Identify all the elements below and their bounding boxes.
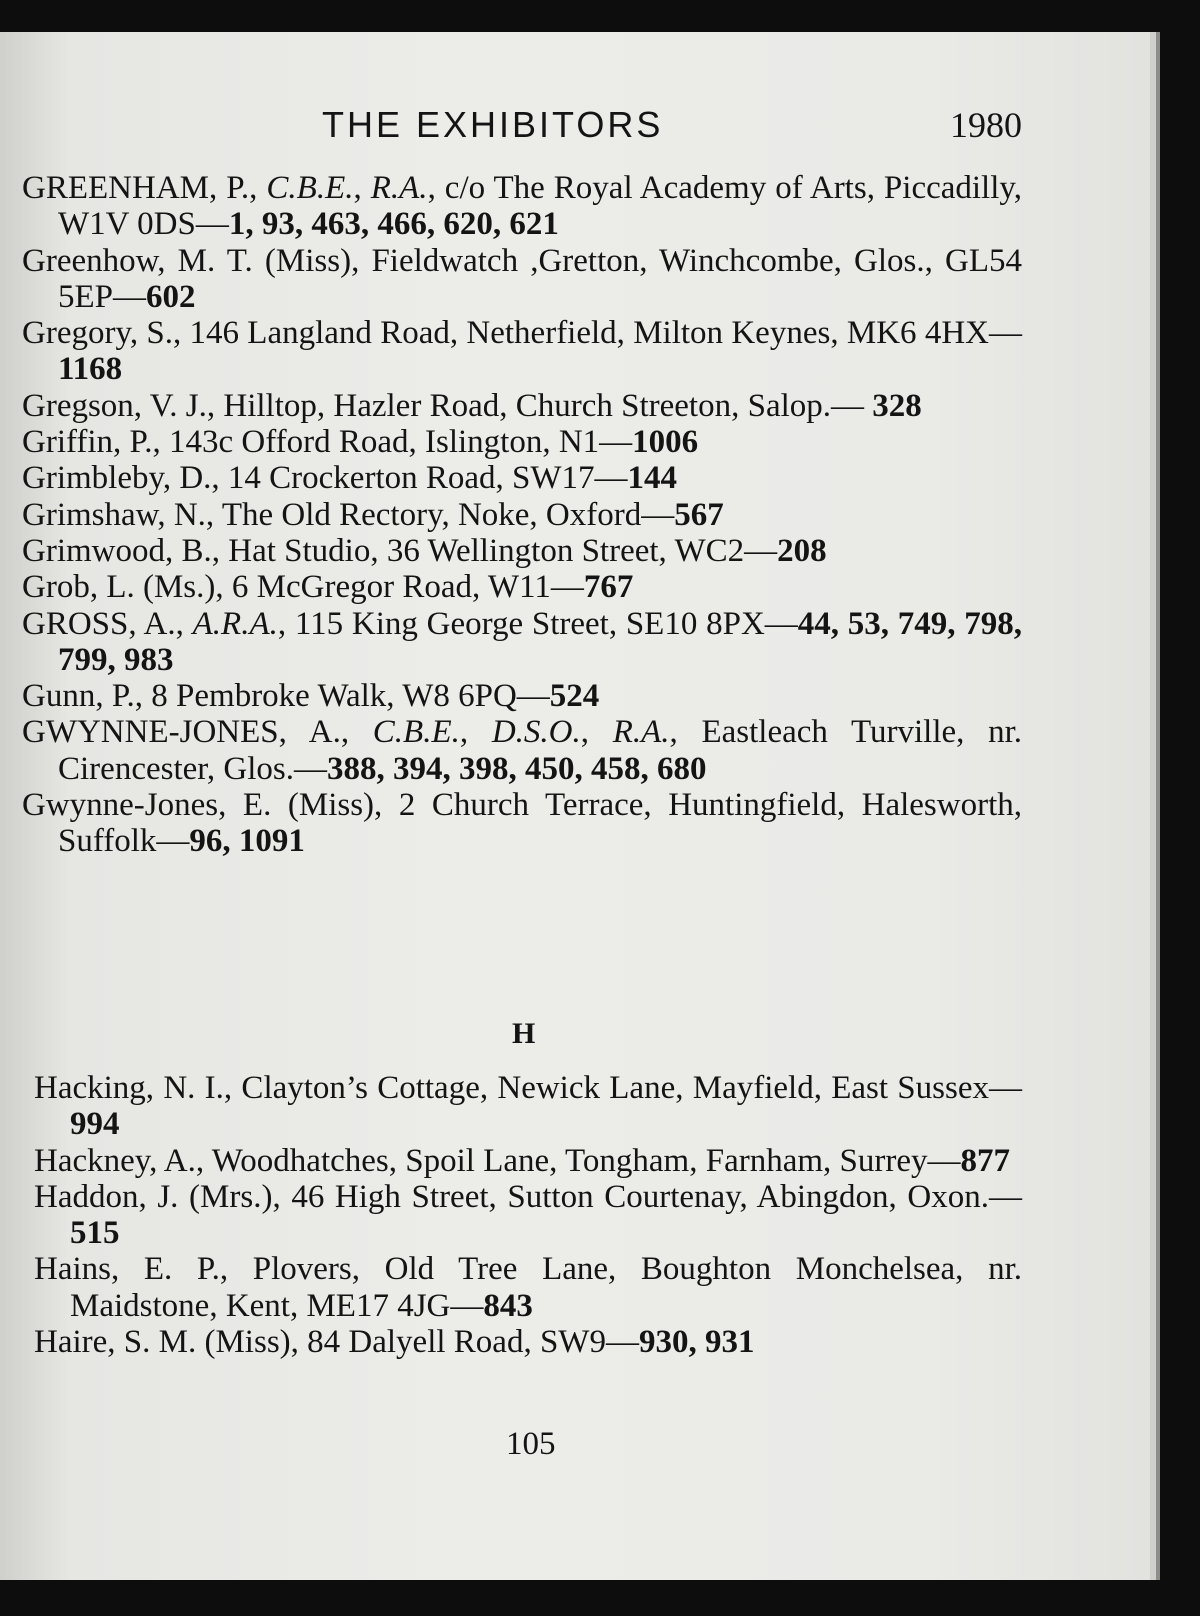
entry-text: Hacking, N. I., Clayton’s Cottage, Newick Lane, Mayfield, East Sussex— xyxy=(34,1070,1022,1106)
entry-text: , Eastleach Turville, nr. Cirencester, Glos.— xyxy=(58,714,1023,787)
entry-text: Hains, E. P., Plovers, Old Tree Lane, Boughton Monchelsea, nr. Maidstone, Kent, ME17 4JG— xyxy=(34,1251,1022,1324)
page-title: THE EXHIBITORS xyxy=(322,104,664,145)
catalogue-numbers: 388, 394, 398, 450, 458, 680 xyxy=(327,750,707,787)
entry-text: GROSS, A., xyxy=(22,605,193,642)
exhibitor-entry xyxy=(22,388,1022,424)
section-letter: H xyxy=(512,1017,536,1050)
exhibitor-entry xyxy=(34,1324,1022,1360)
catalogue-numbers: 96, 1091 xyxy=(189,823,305,860)
entry-text: , 115 King George Street, SE10 8PX— xyxy=(277,605,798,642)
exhibitor-entry xyxy=(22,533,1022,569)
exhibitor-entry xyxy=(22,497,1022,533)
catalogue-numbers: 328 xyxy=(872,387,922,424)
entry-text: , xyxy=(580,714,613,751)
entry-text: Grimwood, B., Hat Studio, 36 Wellington Street, WC2— xyxy=(22,532,778,569)
exhibitor-list-h xyxy=(34,1070,1022,1360)
honours: R.A. xyxy=(612,714,670,751)
catalogue-numbers: 1168 xyxy=(58,351,123,388)
exhibitor-entry xyxy=(34,1179,1022,1252)
exhibitor-entry xyxy=(22,460,1022,496)
catalogue-numbers: 515 xyxy=(70,1215,120,1252)
entry-text: Haddon, J. (Mrs.), 46 High Street, Sutton Courtenay, Abingdon, Oxon.— xyxy=(34,1178,1022,1215)
catalogue-numbers: 843 xyxy=(483,1287,533,1324)
exhibitor-entry xyxy=(22,606,1022,679)
honours: C.B.E. xyxy=(372,714,460,751)
entry-text: Gregson, V. J., Hilltop, Hazler Road, Church Streeton, Salop.— xyxy=(22,387,873,424)
entry-text: Grimshaw, N., The Old Rectory, Noke, Oxford— xyxy=(22,496,675,533)
entry-text: GREENHAM, P., xyxy=(22,170,267,206)
catalogue-numbers: 144 xyxy=(627,460,678,497)
entry-text: GWYNNE-JONES, A., xyxy=(22,714,373,751)
exhibitor-entry xyxy=(22,243,1022,316)
catalogue-numbers: 602 xyxy=(146,278,196,315)
header-year: 1980 xyxy=(950,105,1022,145)
exhibitor-entry xyxy=(34,1143,1022,1179)
exhibitor-entry xyxy=(22,714,1022,787)
catalogue-numbers: 524 xyxy=(549,678,600,715)
catalogue-numbers: 44, 53, 749, 798, 799, 983 xyxy=(58,605,1023,678)
entry-text: , xyxy=(459,714,492,751)
entry-text: Griffin, P., 143c Offord Road, Islington, N1— xyxy=(22,424,633,461)
entry-text: Gunn, P., 8 Pembroke Walk, W8 6PQ— xyxy=(22,678,550,715)
exhibitor-list-g xyxy=(22,170,1022,860)
catalogue-numbers: 767 xyxy=(583,569,634,606)
entry-text: Gregory, S., 146 Langland Road, Netherfield, Milton Keynes, MK6 4HX— xyxy=(22,315,1022,352)
catalogue-numbers: 877 xyxy=(960,1142,1010,1179)
catalogue-numbers: 1, 93, 463, 466, 620, 621 xyxy=(228,206,559,243)
exhibitor-entry xyxy=(22,315,1022,388)
honours: A.R.A. xyxy=(192,605,278,642)
catalogue-numbers: 930, 931 xyxy=(638,1324,755,1361)
exhibitor-entry xyxy=(22,787,1022,860)
page-number: 105 xyxy=(506,1426,556,1462)
entry-text: , c/o The Royal Academy of Arts, Piccadilly, W1V 0DS— xyxy=(58,170,1022,243)
exhibitor-entry xyxy=(22,569,1022,605)
exhibitor-entry xyxy=(22,424,1022,460)
exhibitor-entry xyxy=(34,1070,1022,1143)
entry-text: Haire, S. M. (Miss), 84 Dalyell Road, SW9— xyxy=(34,1324,639,1361)
entry-text: , xyxy=(353,170,371,206)
entry-text: Grob, L. (Ms.), 6 McGregor Road, W11— xyxy=(22,569,584,606)
honours: R.A. xyxy=(370,170,428,206)
entry-text: Grimbleby, D., 14 Crockerton Road, SW17— xyxy=(22,460,628,497)
catalogue-numbers: 208 xyxy=(777,532,827,569)
honours: D.S.O. xyxy=(491,714,581,751)
catalogue-numbers: 994 xyxy=(70,1106,120,1143)
catalogue-numbers: 567 xyxy=(674,496,724,533)
honours: C.B.E. xyxy=(266,170,354,206)
entry-text: Greenhow, M. T. (Miss), Fieldwatch ,Gretton, Winchcombe, Glos., GL54 5EP— xyxy=(22,242,1022,315)
entry-text: Hackney, A., Woodhatches, Spoil Lane, Tongham, Farnham, Surrey— xyxy=(34,1142,961,1179)
exhibitor-entry xyxy=(22,678,1022,714)
catalogue-numbers: 1006 xyxy=(632,424,699,461)
running-header xyxy=(0,104,1150,154)
entry-text: Gwynne-Jones, E. (Miss), 2 Church Terrace, Huntingfield, Halesworth, Suffolk— xyxy=(22,787,1022,860)
exhibitor-entry xyxy=(34,1251,1022,1324)
book-page xyxy=(0,32,1150,1580)
exhibitor-entry xyxy=(22,170,1022,243)
